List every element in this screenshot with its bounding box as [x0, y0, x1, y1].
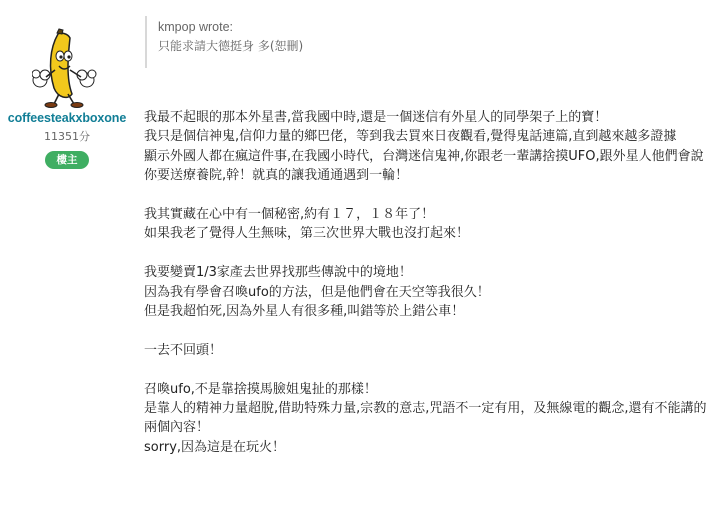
- post-text-line: 但是我超怕死,因為外星人有很多種,叫錯等於上錯公車！: [144, 304, 465, 320]
- paragraph-gap: [144, 244, 716, 263]
- paragraph-gap: [144, 360, 716, 379]
- post-text-line: 我最不起眼的那本外星書,當我國中時,還是一個迷信有外星人的同學架子上的寶！: [144, 110, 608, 125]
- post-text-line: 如果我老了覺得人生無味，第三次世界大戰也沒打起來！: [144, 226, 470, 242]
- post-text-line: 因為我有學會召喚ufo的方法，但是他們會在天空等我很久！: [144, 284, 490, 300]
- paragraph-gap: [144, 321, 716, 340]
- quote-author: kmpop wrote:: [158, 20, 234, 34]
- post-text-line: 召喚ufo,不是靠捨摸馬臉姐鬼扯的那樣！: [144, 381, 377, 397]
- post-text-line: 我要變賣1/3家產去世界找那些傳說中的境地！: [144, 265, 412, 281]
- post-text-line: sorry,因為這是在玩火！: [144, 439, 286, 455]
- dancing-banana-icon[interactable]: [32, 28, 98, 108]
- author-username[interactable]: coffeesteakxboxone: [7, 111, 127, 125]
- author-points: 11351分: [44, 130, 90, 143]
- quote-text: 只能求請大德挺身 多(恕刪): [158, 39, 304, 53]
- post-text-line: 一去不回頭！: [144, 342, 223, 358]
- op-badge: 樓主: [45, 151, 89, 169]
- post-body: [144, 108, 716, 457]
- post-text-line: 我只是個信神鬼,信仰力量的鄉巴佬，等到我去買來日夜觀看,覺得鬼話連篇,直到越來越多證據: [144, 129, 677, 145]
- paragraph-gap: [144, 186, 716, 205]
- quote-block: [145, 16, 303, 68]
- post-text-line: 是靠人的精神力量超脫,借助特殊力量,宗教的意志,咒語不一定有用，及無線電的觀念,還有不能講的兩個內容！: [144, 401, 707, 436]
- post-text-line: 我其實藏在心中有一個秘密,約有１７，１８年了！: [144, 207, 435, 223]
- post-text-line: 顯示外國人都在瘋這件事,在我國小時代，台灣迷信鬼神,你跟老一輩講捨摸UFO,跟外星人他們會說你要送療養院,幹！就真的讓我通通遇到一輪！: [144, 148, 704, 184]
